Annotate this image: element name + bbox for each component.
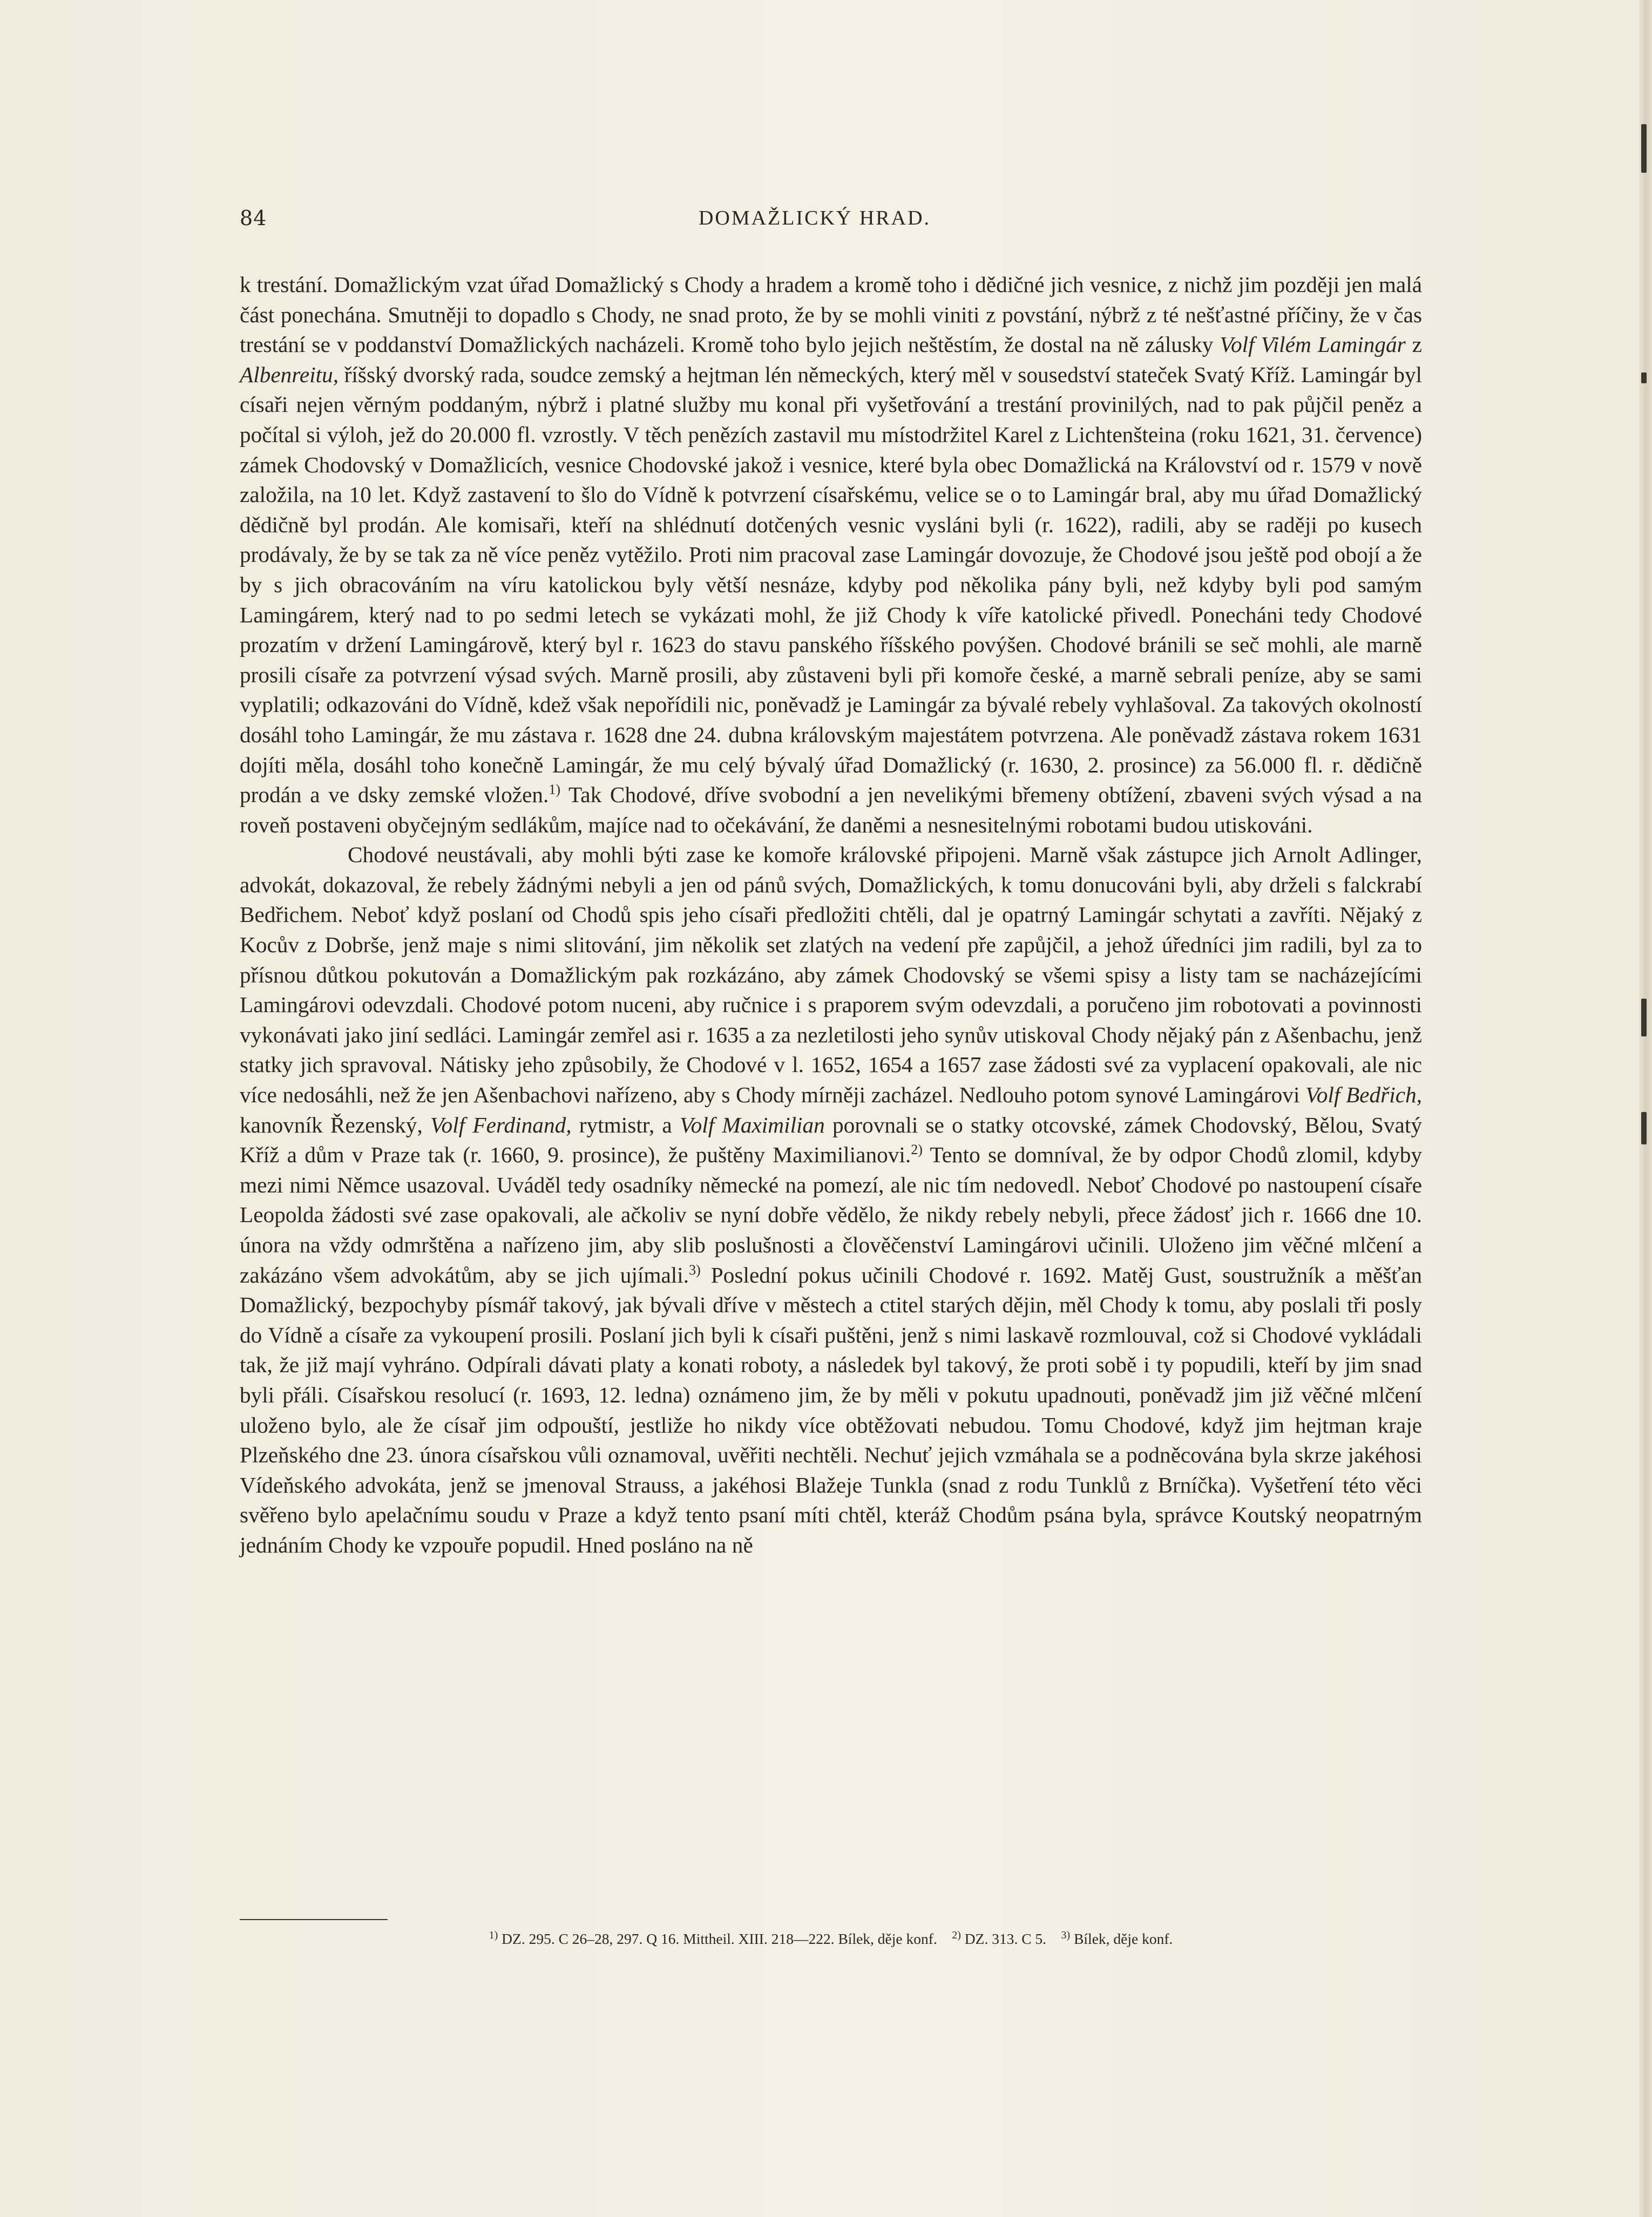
running-title: DOMAŽLICKÝ HRAD.	[698, 207, 931, 229]
footnote-mark: 3)	[1061, 1929, 1071, 1941]
text-run: k trestání. Domažlickým vzat úřad Domažlický s Chody a hradem a kromě toho i dědičné jich vesnice, z nichž jim později jen malá část ponechána. Smutněji to dopadlo s Chody, ne snad proto, že by se mohli viniti z povstání, nýbrž z té nešťastné příčiny, že v čas trestání se v poddanství Domažlických nacházeli. Kromě toho bylo jejich neštěstím, že dostal na ně zálusky	[240, 272, 1422, 357]
edge-mark	[1641, 124, 1647, 173]
paragraph	[240, 270, 1422, 840]
text-run: rytmistr, a	[579, 1112, 672, 1137]
text-run: říšský dvorský rada, soudce zemský a hejtman lén německých, který měl v sousedství stateček Svatý Kříž. Lamingár byl císaři nejen věrným poddaným, nýbrž i platné služby mu konal při vyšetřování a trestání provinilých, nad to pak půjčil peněz a počítal si výloh, jež do 20.000 fl. vzrostly. V těch penězích zastavil mu místodržitel Karel z Lichtenšteina (roku 1621, 31. července) zámek Chodovský v Domažlicích, vesnice Chodovské jakož i vesnice, které byla obec Domažlická na Království od r. 1579 v nově založila, na 10 let. Když zastavení to šlo do Vídně k potvrzení císařskému, velice se o to Lamingár bral, aby mu úřad Domažlický dědičně byl prodán. Ale komisaři, kteří na shlédnutí dotčených vesnic vysláni byli (r. 1622), radili, aby se raději po kusech prodávaly, že by se tak za ně více peněz vytěžilo. Proti nim pracoval zase Lamingár dovozuje, že Chodové jsou ještě pod obojí a že by s jich obracováním na víru katolickou byly větší nesnáze, kdyby pod několika pány byli, než kdyby byli pod samým Lamingárem, který nad to po sedmi letech se vykázati mohl, že již Chody k víře katolické přivedl. Ponecháni tedy Chodové prozatím v držení Lamingárově, který byl r. 1623 do stavu panského říšského povýšen. Chodové bránili se seč mohli, ale marně prosili císaře za potvrzení výsad svých. Marně prosili, aby zůstaveni byli při komoře české, a marně sebrali peníze, aby se sami vyplatili; odkazováni do Vídně, kdež však nepořídili nic, poněvadž je Lamingár za bývalé rebely vyhlašoval. Za takových okolností dosáhl toho Lamingár, že mu zástava r. 1628 dne 24. dubna královským majestátem potvrzena. Ale poněvadž zástava rokem 1631 dojíti měla, dosáhl toho konečně Lamingár, že mu celý bývalý úřad Domažlický (r. 1630, 2. prosince) za 56.000 fl. r. dědičně prodán a ve dsky zemské vložen.	[240, 362, 1422, 808]
text-run: kanovník Řezenský,	[240, 1112, 423, 1137]
edge-mark	[1641, 372, 1647, 383]
page-header	[240, 206, 1390, 239]
body-text	[240, 270, 1422, 1561]
paragraph	[240, 840, 1422, 1560]
edge-mark	[1641, 1112, 1647, 1144]
footnotes	[240, 1928, 1422, 1950]
italic-name: Volf Vilém Lamingár	[1220, 332, 1406, 357]
page-binding-edge	[1639, 0, 1652, 2217]
text-run: Poslední pokus učinili Chodové r. 1692. Matěj Gust, soustružník a měšťan Domažlický, bezpochyby písmář takový, jak bývali dříve v městech a ctitel starých dějin, měl Chody k tomu, aby poslali tři posly do Vídně a císaře za vykoupení prosili. Poslaní jich byli k císaři puštěni, jenž s nimi laskavě rozmlouval, což si Chodové vykládali tak, že již mají vyhráno. Odpírali dávati platy a konati roboty, a následek byl takový, že proti sobě i ty popudili, kteří by jim snad byli přáli. Císařskou resolucí (r. 1693, 12. ledna) oznámeno jim, že by měli v pokutu upadnouti, poněvadž jim již věčné mlčení uloženo bylo, ale že císař jim odpouští, jestliže ho nikdy více obtěžovati nebudou. Tomu Chodové, když jim hejtman kraje Plzeňského dne 23. února císařskou vůli oznamoval, uvěřiti nechtěli. Nechuť jejich vzmáhala se a podněcována byla skrze jakéhosi Vídeňského advokáta, jenž se jmenoval Strauss, a jakéhosi Blažeje Tunkla (snad z rodu Tunklů z Brníčka). Vyšetření této věci svěřeno bylo apelačnímu soudu v Praze a když tento psaní míti chtěl, kteráž Chodům psána byla, správce Koutský neopatrným jednáním Chody ke vzpouře popudil. Hned posláno na ně	[240, 1262, 1422, 1557]
text-run: Chodové neustávali, aby mohli býti zase ke komoře královské připojeni. Marně však zástupce jich Arnolt Adlinger, advokát, dokazoval, že rebely žádnými nebyli a jen od pánů svých, Domažlických, k tomu donucováni byli, aby drželi s falckrabí Bedřichem. Neboť když poslaní od Chodů spis jeho císaři předložiti chtěli, dal je opatrný Lamingár schytati a zavříti. Nějaký z Kocův z Dobrše, jenž maje s nimi slitování, jim několik set zlatých na vedení pře zapůjčil, a jehož úředníci jim radili, byl za to přísnou důtkou pokutován a Domažlickým pak rozkázáno, aby zámek Chodovský se všemi spisy a listy tam se nacházejícími Lamingárovi odevzdali. Chodové potom nuceni, aby ručnice i s praporem svým odevzdali, a poručeno jim robotovati a povinnosti vykonávati jako jiní sedláci. Lamingár zemřel asi r. 1635 a za nezletilosti jeho synův utiskoval Chody nějaký pán z Ašenbachu, jenž statky jich spravoval. Nátisky jeho způsobily, že Chodové v l. 1652, 1654 a 1657 zase žádosti své za vyplacení opakovali, ale nic více nedosáhli, než že jen Ašenbachovi nařízeno, aby s Chody mírněji zacházel. Nedlouho potom synové Lamingárovi	[240, 842, 1422, 1108]
italic-name: Volf Bedřich,	[1305, 1082, 1422, 1108]
footnote-reference: 3)	[689, 1262, 701, 1278]
text-run: Tento se domníval, že by odpor Chodů zlomil, kdyby mezi nimi Němce usazoval. Uváděl tedy osadníky německé na pomezí, ale nic tím nedovedl. Neboť Chodové po nastoupení císaře Leopolda žádosti své zase opakovali, ale ačkoliv se nyní dobře vědělo, že nikdy rebely nebyli, přece žádosť jich r. 1666 dne 10. února na vždy odmrštěna a nařízeno jim, aby slib poslušnosti a člověčenství Lamingárovi učinili. Uloženo jim věčné mlčení a zakázáno všem advokátům, aby se jich ujímali.	[240, 1142, 1422, 1287]
footnote-text: DZ. 313. C 5.	[964, 1930, 1047, 1947]
page-number: 84	[240, 206, 267, 230]
footnote-reference: 1)	[549, 782, 561, 798]
edge-mark	[1641, 999, 1647, 1036]
italic-name: Albenreitu,	[240, 362, 339, 387]
footnote-mark: 2)	[952, 1929, 961, 1941]
text-run: porovnali se o statky otcovské, zámek Chodovský, Bělou, Svatý Kříž a dům v Praze tak (r. 1660, 9. prosince), že puštěny Maximilianovi.	[240, 1112, 1422, 1168]
text-run: z	[1412, 332, 1422, 357]
footnote-reference: 2)	[911, 1142, 923, 1158]
footnote-mark: 1)	[489, 1929, 498, 1941]
footnote-text: DZ. 295. C 26–28, 297. Q 16. Mittheil. XIII. 218—222. Bílek, děje konf.	[502, 1930, 937, 1947]
footnote-text: Bílek, děje konf.	[1074, 1930, 1173, 1947]
italic-name: Volf Ferdinand,	[430, 1112, 572, 1137]
text-run: Tak Chodové, dříve svobodní a jen nevelikými břemeny obtížení, zbaveni svých výsad a na roveň postaveni obyčejným sedlákům, majíce nad to očekávání, že daněmi a nesnesitelnými robotami budou utiskováni.	[240, 782, 1423, 837]
italic-name: Volf Maximilian	[679, 1112, 825, 1137]
footnote-divider	[240, 1919, 388, 1920]
